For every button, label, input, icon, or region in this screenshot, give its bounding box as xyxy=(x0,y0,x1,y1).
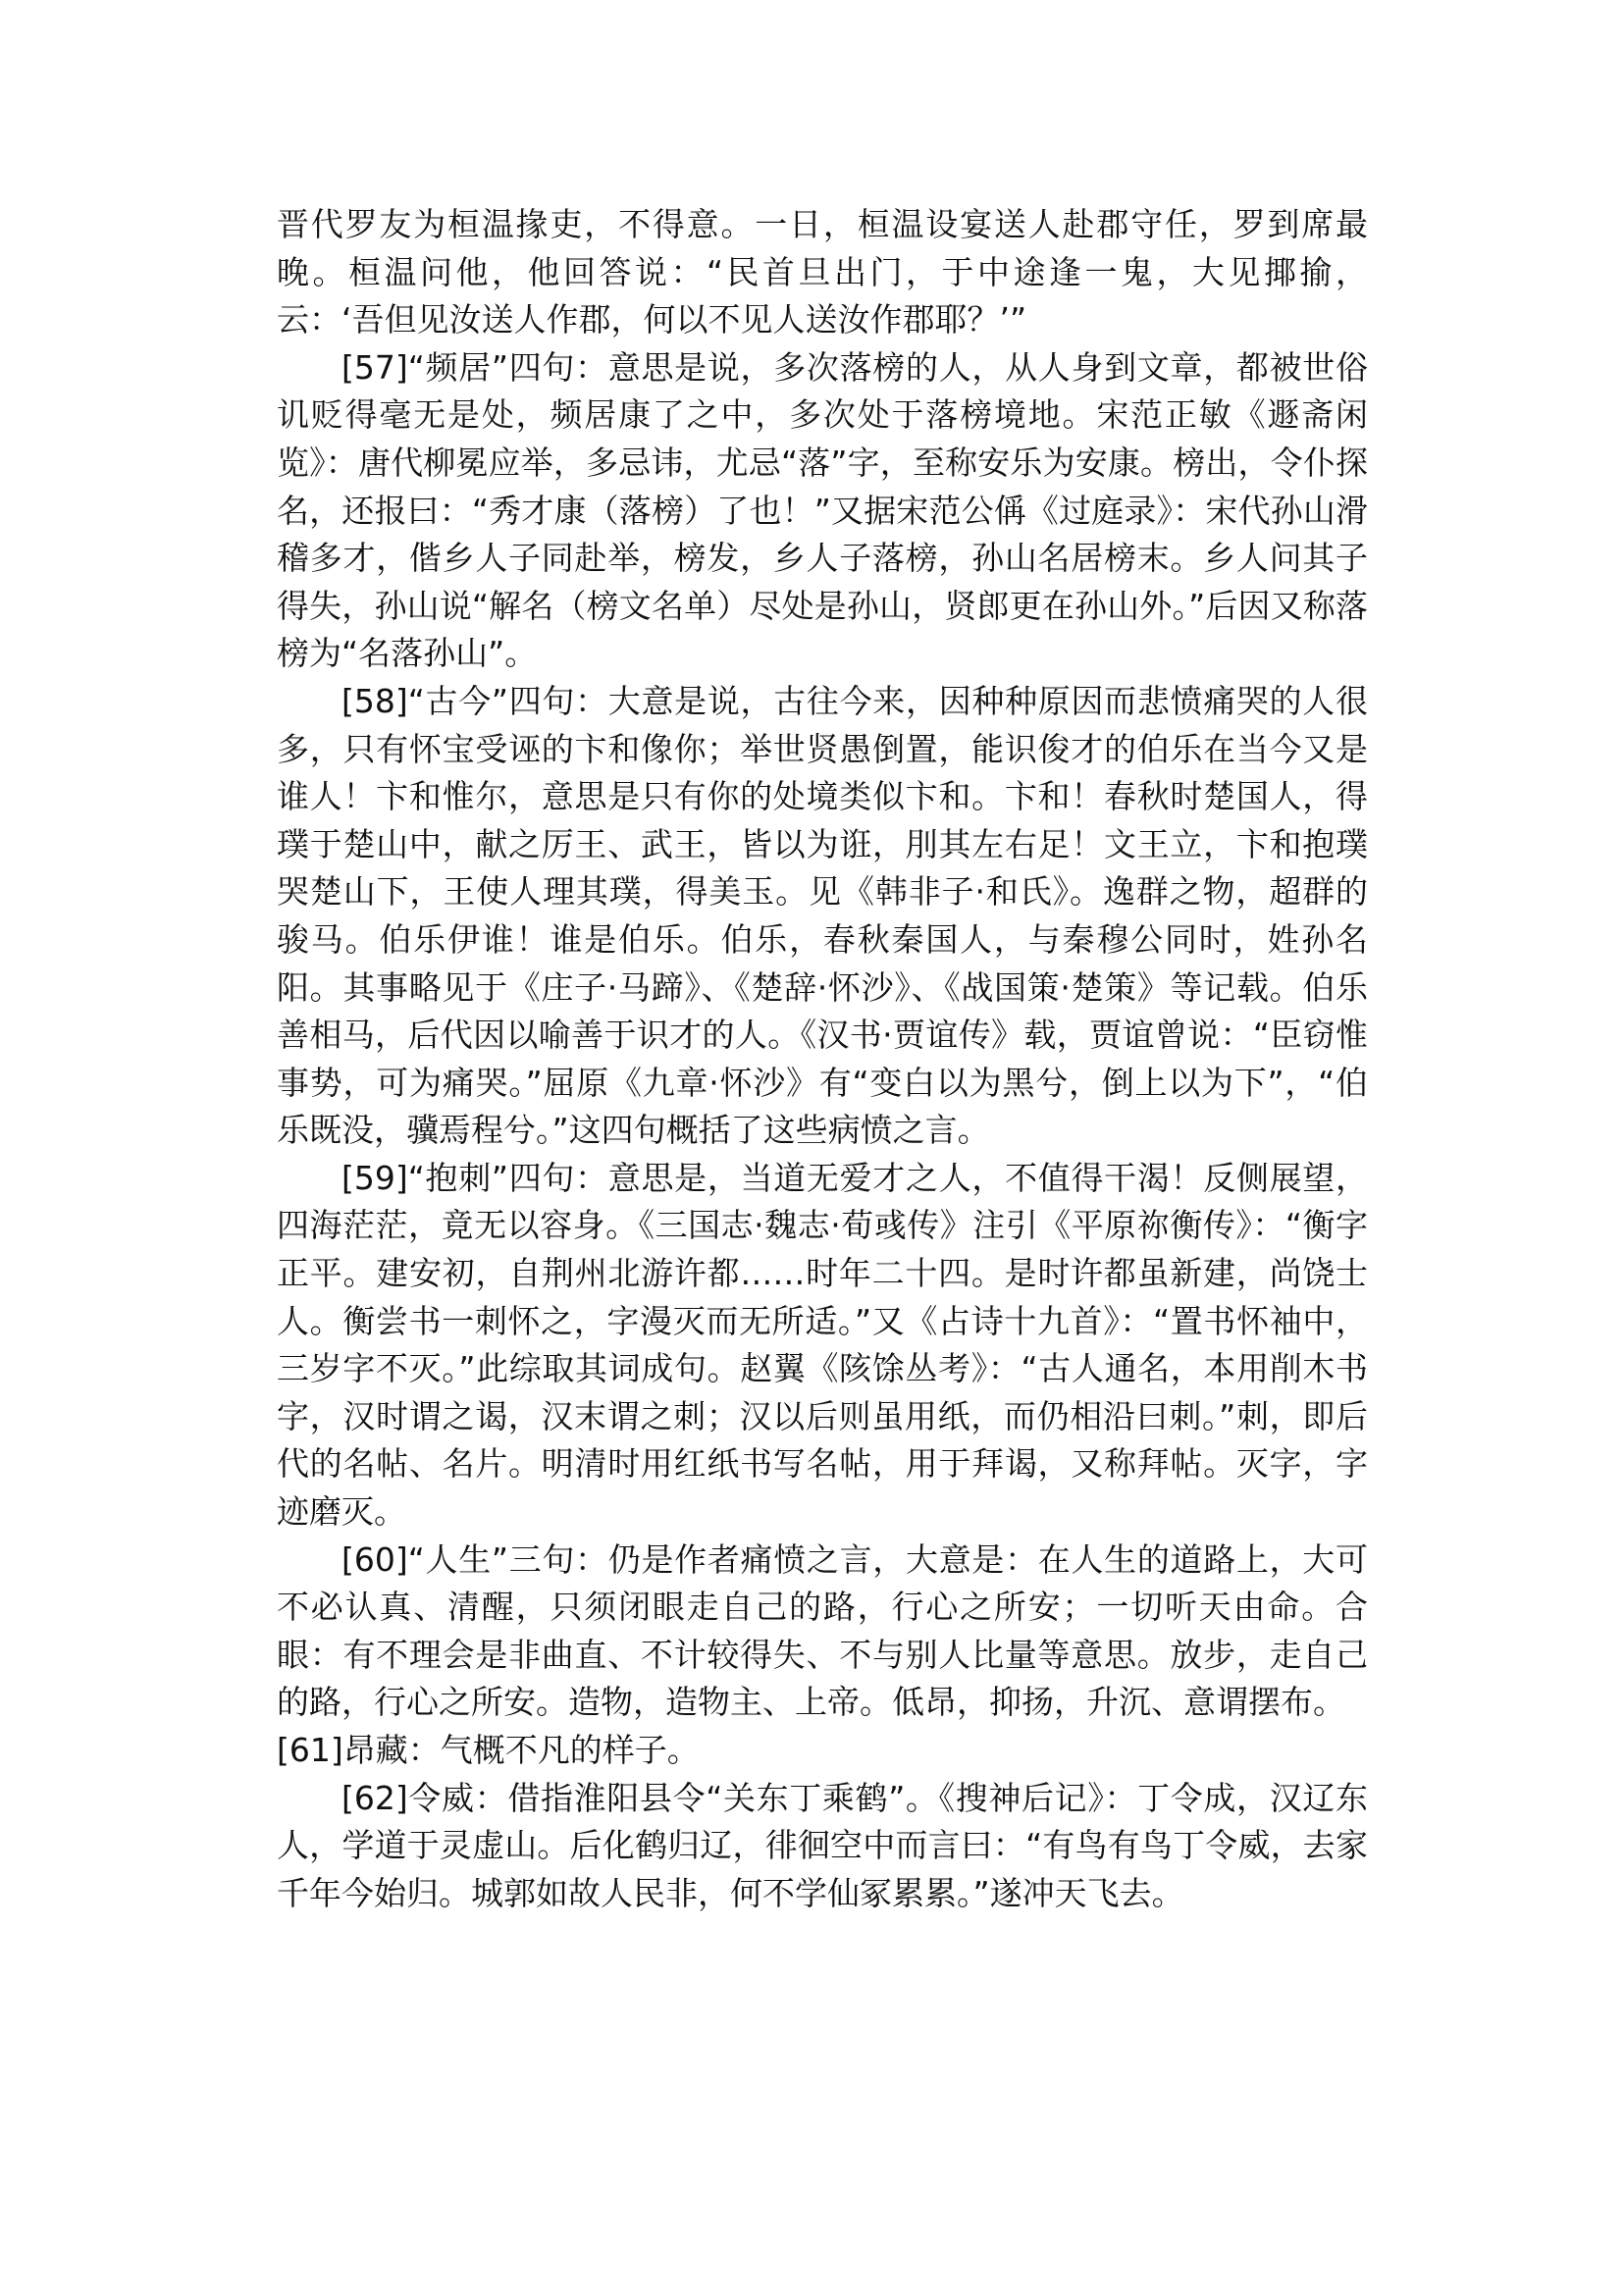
document-page xyxy=(277,201,1368,1917)
note-60: [60]“人生”三句：仍是作者痛愤之言，大意是：在人生的道路上，大可不必认真、清醒，只须闭眼走自己的路，行心之所安；一切听天由命。合眼：有不理会是非曲直、不计较得失、不与别人比量等意思。放步，走自己的路，行心之所安。造物，造物主、上帝。低昂，抑扬，升沉、意谓摆布。 xyxy=(277,1539,1368,1722)
note-59: [59]“抱刺”四句：意思是，当道无爱才之人，不值得干渴！反侧展望，四海茫茫，竟无以容身。《三国志·魏志·荀彧传》注引《平原祢衡传》：“衡字正平。建安初，自荆州北游许都……时年二十四。是时许都虽新建，尚饶士人。衡尝书一刺怀之，字漫灭而无所适。”又《占诗十九首》：“置书怀袖中，三岁字不灭。”此综取其词成句。赵翼《陔馀丛考》：“古人通名，本用削木书字，汉时谓之谒，汉末谓之刺；汉以后则虽用纸，而仍相沿曰刺。”刺，即后代的名帖、名片。明清时用红纸书写名帖，用于拜谒，又称拜帖。灭字，字迹磨灭。 xyxy=(277,1158,1368,1532)
note-57: [57]“频居”四句：意思是说，多次落榜的人，从人身到文章，都被世俗讥贬得毫无是处，频居康了之中，多次处于落榜境地。宋范正敏《遯斋闲览》：唐代柳冕应举，多忌讳，尤忌“落”字，至称安乐为安康。榜出，令仆探名，还报曰：“秀才康（落榜）了也！”又据宋范公偁《过庭录》：宋代孙山滑稽多才，偕乡人子同赴举，榜发，乡人子落榜，孙山名居榜末。乡人问其子得失，孙山说“解名（榜文名单）尽处是孙山，贤郎更在孙山外。”后因又称落榜为“名落孙山”。 xyxy=(277,347,1368,673)
note-58: [58]“古今”四句：大意是说，古往今来，因种种原因而悲愤痛哭的人很多，只有怀宝受诬的卞和像你；举世贤愚倒置，能识俊才的伯乐在当今又是谁人！卞和惟尔，意思是只有你的处境类似卞和。卞和！春秋时楚国人，得璞于楚山中，献之厉王、武王，皆以为诳，刖其左右足！文王立，卞和抱璞哭楚山下，王使人理其璞，得美玉。见《韩非子·和氏》。逸群之物，超群的骏马。伯乐伊谁！谁是伯乐。伯乐，春秋秦国人，与秦穆公同时，姓孙名阳。其事略见于《庄子·马蹄》、《楚辞·怀沙》、《战国策·楚策》等记载。伯乐善相马，后代因以喻善于识才的人。《汉书·贾谊传》载，贾谊曾说：“臣窃惟事势，可为痛哭。”屈原《九章·怀沙》有“变白以为黑兮，倒上以为下”，“伯乐既没，骥焉程兮。”这四句概括了这些病愤之言。 xyxy=(277,681,1368,1150)
note-62: [62]令威：借指淮阳县令“关东丁乘鹤”。《搜神后记》：丁令成，汉辽东人，学道于灵虚山。后化鹤归辽，徘徊空中而言曰：“有鸟有鸟丁令威，去家千年今始归。城郭如故人民非，何不学仙冢累累。”遂冲天飞去。 xyxy=(277,1778,1368,1912)
paragraph-luo-you: 晋代罗友为桓温掾吏，不得意。一日，桓温设宴送人赴郡守任，罗到席最晚。桓温问他，他回答说：“民首旦出门，于中途逢一鬼，大见揶揄，云：‘吾但见汝送人作郡，何以不见人送汝作郡耶？’” xyxy=(277,205,1368,339)
note-61: [61]昂藏：气概不凡的样子。 xyxy=(277,1731,700,1769)
